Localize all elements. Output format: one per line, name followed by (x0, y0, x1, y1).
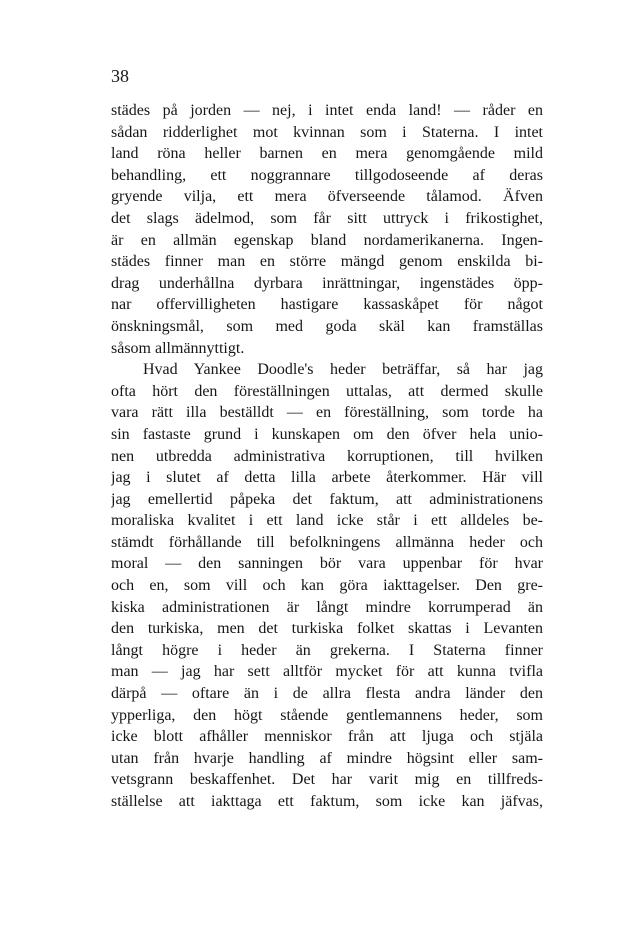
text-line: utan från hvarje handling af mindre högsint eller sam- (111, 749, 543, 767)
text-line: den turkiska, men det turkiska folket skattas i Levanten (111, 620, 543, 638)
text-line: städes på jorden — nej, i intet enda land! — råder en (111, 102, 543, 119)
text-line: jag i slutet af detta lilla arbete återkommer. Här vill (111, 469, 543, 487)
text-line: behandling, ett noggrannare tillgodoseende af deras (111, 166, 543, 184)
text-line: kiska administrationen är långt mindre korrumperad än (111, 598, 543, 616)
text-line: ypperliga, den högt stående gentlemannens heder, som (111, 706, 543, 724)
text-line: är en allmän egenskap bland nordamerikanerna. Ingen- (111, 231, 543, 249)
text-line: nen utbredda administrativa korruptionen, till hvilken (111, 447, 543, 465)
text-line: man — jag har sett alltför mycket för att kunna tvifla (111, 663, 543, 681)
text-line: ofta hört den föreställningen uttalas, att dermed skulle (111, 382, 543, 400)
text-line: långt högre i heder än grekerna. I Staterna finner (111, 641, 543, 659)
text-line: vetsgrann beskaffenhet. Det har varit mig en tillfreds- (111, 771, 543, 789)
text-line: nar offervilligheten hastigare kassaskåpet för något (111, 296, 543, 314)
paragraph-end-line: såsom allmännyttigt. (111, 339, 245, 357)
text-line: städes finner man en större mängd genom enskilda bi- (111, 253, 543, 271)
body-text (111, 100, 543, 813)
text-line: det slags ädelmod, som får sitt uttryck i frikostighet, (111, 209, 543, 227)
text-line: icke blott afhåller menniskor från att ljuga och stjäla (111, 728, 543, 746)
text-line: drag underhållna dyrbara inrättningar, ingenstädes öpp- (111, 274, 543, 292)
text-line: vara rätt illa beställdt — en föreställning, som torde ha (111, 404, 543, 422)
text-line: stämdt förhållande till befolkningens allmänna heder och (111, 533, 543, 551)
text-line: moraliska kvalitet i ett land icke står i ett alldeles be- (111, 512, 543, 530)
text-line: ställelse att iakttaga ett faktum, som icke kan jäfvas, (111, 793, 543, 810)
text-line: jag emellertid påpeka det faktum, att administrationens (111, 490, 543, 508)
text-line: sådan ridderlighet mot kvinnan som i Staterna. I intet (111, 123, 543, 141)
text-line: moral — den sanningen bör vara uppenbar för hvar (111, 555, 543, 573)
text-line: sin fastaste grund i kunskapen om den öfver hela unio- (111, 425, 543, 443)
text-line: gryende vilja, ett mera öfverseende tålamod. Äfven (111, 188, 543, 206)
page-number: 38 (111, 66, 129, 86)
text-line: och en, som vill och kan göra iakttagelser. Den gre- (111, 577, 543, 595)
text-line: därpå — oftare än i de allra flesta andra länder den (111, 685, 543, 703)
text-line: land röna heller barnen en mera genomgående mild (111, 145, 543, 163)
text-line: önskningsmål, som med goda skäl kan framställas (111, 317, 543, 335)
paragraph-start-line: Hvad Yankee Doodle's heder beträffar, så har jag (143, 361, 543, 379)
